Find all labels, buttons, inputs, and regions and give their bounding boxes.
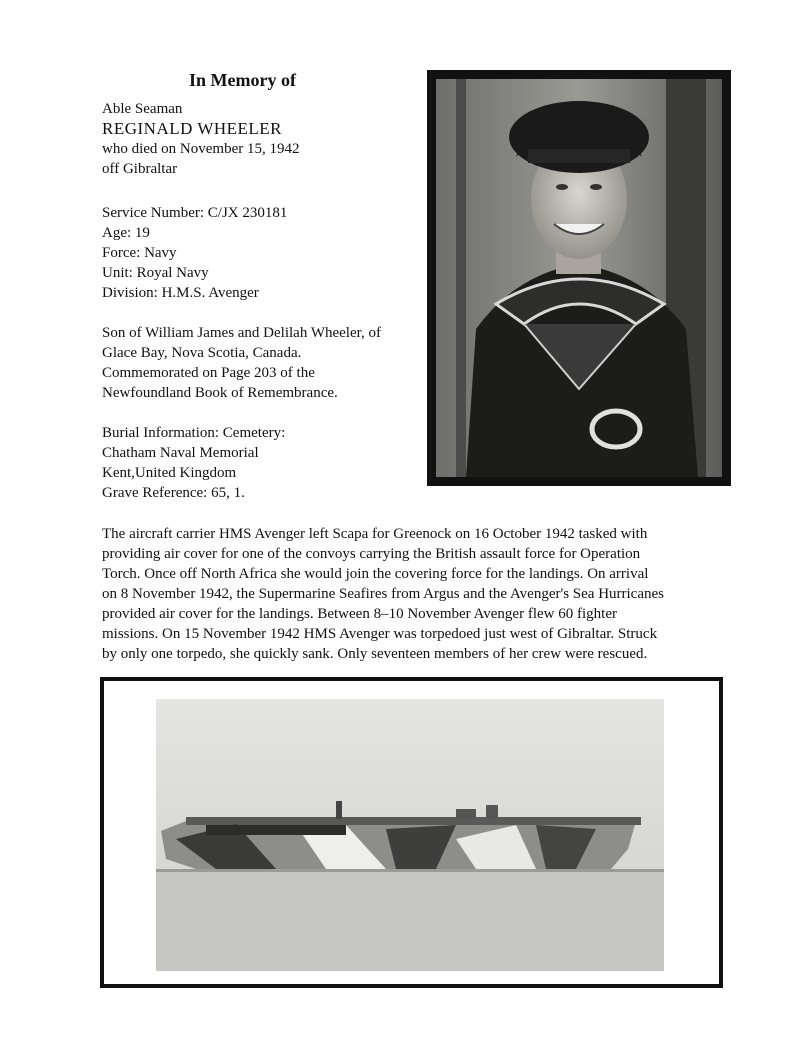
- burial-line: Kent,United Kingdom: [102, 465, 237, 481]
- family-line: Commemorated on Page 203 of the: [102, 365, 315, 381]
- service-details: [102, 203, 287, 303]
- history-line: Torch. Once off North Africa she would join the covering force for the landings. On arrival: [102, 566, 649, 582]
- burial-line: Burial Information: Cemetery:: [102, 425, 286, 441]
- family-line: Newfoundland Book of Remembrance.: [102, 385, 338, 401]
- burial-details: [102, 423, 285, 503]
- history-line: providing air cover for one of the convoys carrying the British assault force for Operation: [102, 546, 641, 562]
- age: Age: 19: [102, 225, 150, 241]
- rank: Able Seaman: [102, 101, 183, 117]
- history-line: The aircraft carrier HMS Avenger left Scapa for Greenock on 16 October 1942 tasked with: [102, 526, 648, 542]
- sailor-portrait-photo: [436, 79, 722, 477]
- history-paragraph: [102, 524, 742, 664]
- history-line: by only one torpedo, she quickly sank. Only seventeen members of her crew were rescued.: [102, 646, 648, 662]
- division: Division: H.M.S. Avenger: [102, 285, 259, 301]
- name-block: [102, 99, 299, 179]
- hms-avenger-ship-photo: [156, 699, 664, 971]
- unit: Unit: Royal Navy: [102, 265, 209, 281]
- service-number: Service Number: C/JX 230181: [102, 205, 288, 221]
- ship-photo-frame: [100, 677, 723, 988]
- portrait-photo-frame: [427, 70, 731, 486]
- page-title: In Memory of: [189, 70, 296, 90]
- history-line: on 8 November 1942, the Supermarine Seafires from Argus and the Avenger's Sea Hurricanes: [102, 586, 664, 602]
- burial-line: Grave Reference: 65, 1.: [102, 485, 245, 501]
- death-date: who died on November 15, 1942: [102, 141, 300, 157]
- burial-line: Chatham Naval Memorial: [102, 445, 259, 461]
- death-location: off Gibraltar: [102, 161, 178, 177]
- history-line: missions. On 15 November 1942 HMS Avenger was torpedoed just west of Gibraltar. Struck: [102, 626, 658, 642]
- family-line: Glace Bay, Nova Scotia, Canada.: [102, 345, 302, 361]
- history-line: provided air cover for the landings. Between 8–10 November Avenger flew 60 fighter: [102, 606, 617, 622]
- family-line: Son of William James and Delilah Wheeler, of: [102, 325, 382, 341]
- force: Force: Navy: [102, 245, 177, 261]
- family-details: [102, 323, 381, 403]
- sailor-name: REGINALD WHEELER: [102, 119, 283, 138]
